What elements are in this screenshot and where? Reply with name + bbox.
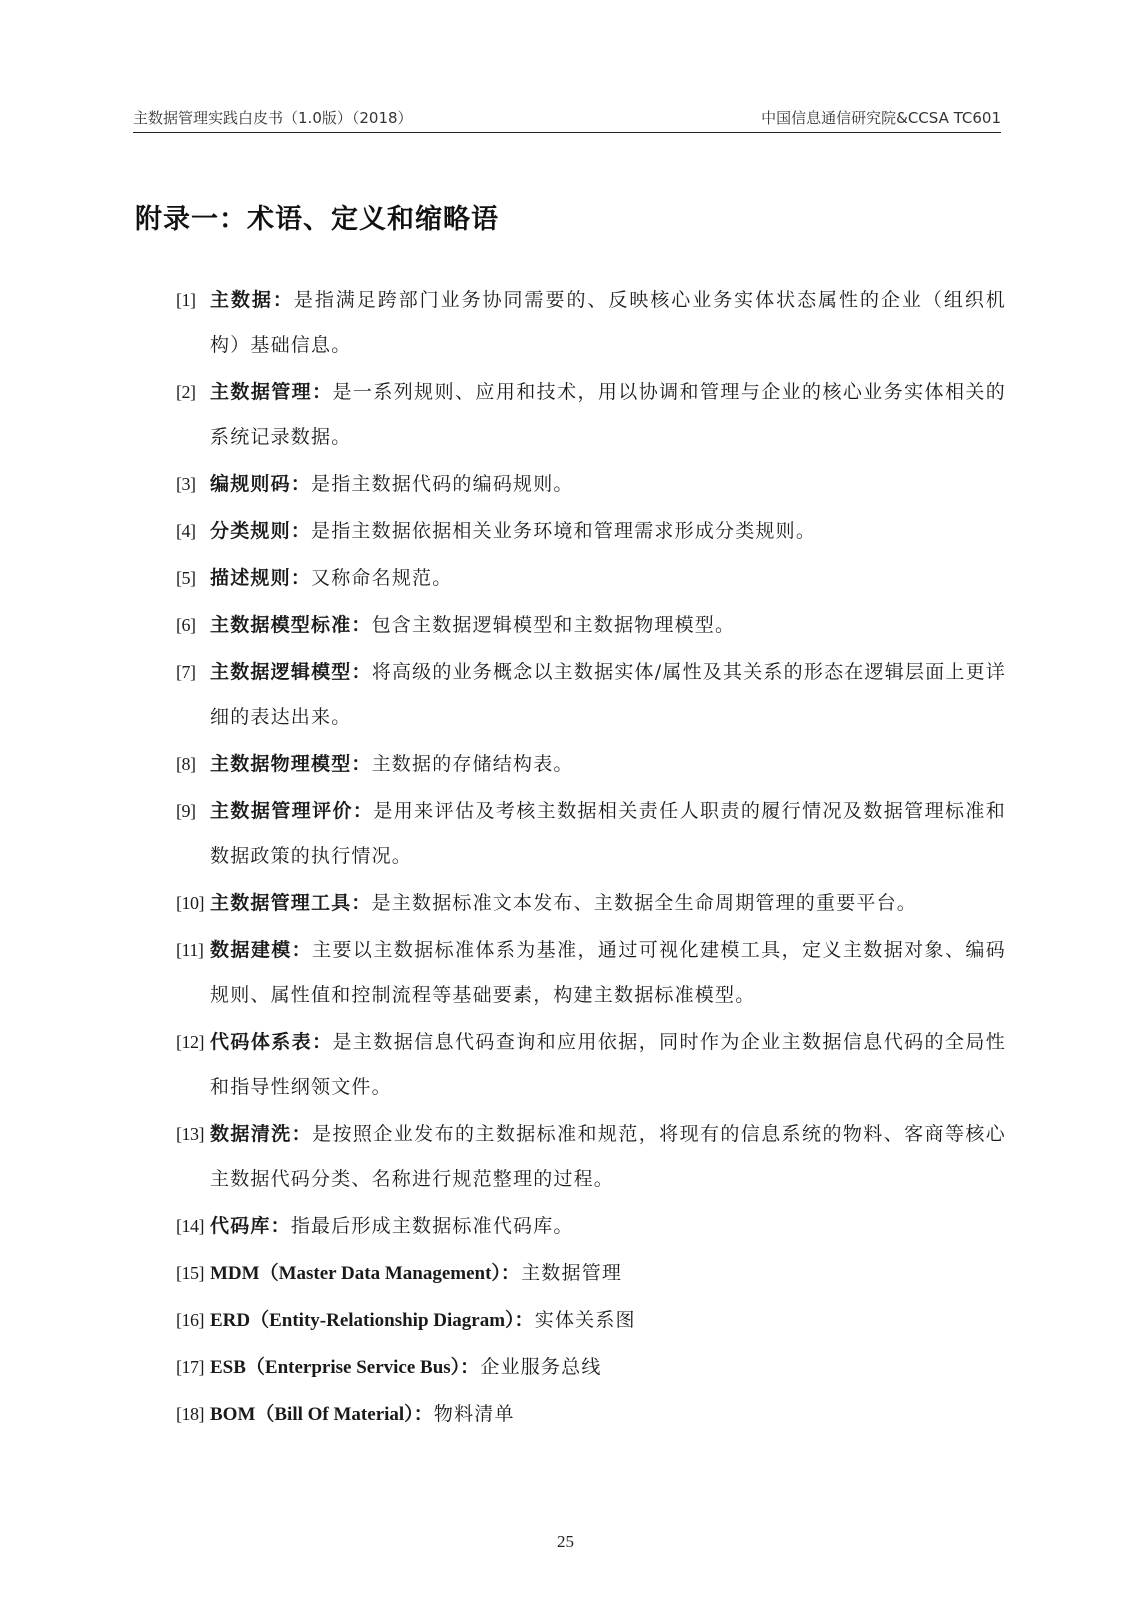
term-definition: 又称命名规范。 <box>311 567 453 589</box>
page-number: 25 <box>557 1532 574 1551</box>
term-name: 主数据物理模型 <box>210 753 352 775</box>
term-item <box>176 1298 1006 1343</box>
term-name: 主数据管理评价 <box>210 800 353 822</box>
term-name: 主数据模型标准 <box>210 614 352 636</box>
term-item <box>176 1204 1006 1249</box>
term-separator: ： <box>290 567 312 589</box>
term-name: 主数据管理工具 <box>210 892 352 914</box>
term-body <box>210 1392 1006 1437</box>
term-separator: ： <box>290 473 312 495</box>
term-item <box>176 1345 1006 1390</box>
term-body <box>210 881 1006 926</box>
term-definition: 是主数据标准文本发布、主数据全生命周期管理的重要平台。 <box>371 892 918 914</box>
term-number: [5] <box>176 568 196 588</box>
term-separator: ： <box>351 753 372 775</box>
term-item <box>176 1392 1006 1437</box>
term-number: [3] <box>176 474 196 494</box>
term-number: [8] <box>176 754 196 774</box>
term-item <box>176 650 1006 740</box>
term-number: [7] <box>176 662 196 682</box>
term-name: 分类规则 <box>210 520 291 542</box>
term-number: [9] <box>176 801 196 821</box>
term-separator: ： <box>351 661 372 683</box>
term-number: [6] <box>176 615 196 635</box>
term-body <box>210 928 1006 1018</box>
term-separator: ： <box>290 520 312 542</box>
term-number: [11] <box>176 940 204 960</box>
term-number: [17] <box>176 1357 204 1377</box>
term-name: ERD（Entity-Relationship Diagram） <box>210 1310 515 1331</box>
term-name: 描述规则 <box>210 567 291 589</box>
term-name: MDM（Master Data Management） <box>210 1263 501 1284</box>
term-number: [4] <box>176 521 196 541</box>
term-body <box>210 462 1006 507</box>
term-definition: 是主数据信息代码查询和应用依据，同时作为企业主数据信息代码的全局性和指导性纲领文件。 <box>210 1031 1006 1098</box>
term-item <box>176 789 1006 879</box>
term-number: [10] <box>176 893 204 913</box>
term-separator: ： <box>413 1403 434 1425</box>
term-name: BOM（Bill Of Material） <box>210 1404 414 1425</box>
term-item <box>176 278 1006 368</box>
term-item <box>176 1251 1006 1296</box>
term-item <box>176 462 1006 507</box>
term-separator: ： <box>272 289 294 311</box>
term-item <box>176 509 1006 554</box>
term-body <box>210 650 1006 740</box>
term-number: [1] <box>176 290 196 310</box>
term-body <box>210 603 1006 648</box>
term-definition: 是按照企业发布的主数据标准和规范，将现有的信息系统的物料、客商等核心主数据代码分类、名称进行规范整理的过程。 <box>210 1123 1006 1190</box>
term-definition: 物料清单 <box>433 1403 515 1425</box>
term-body <box>210 1112 1006 1202</box>
term-definition: 主数据管理 <box>521 1262 623 1284</box>
term-definition: 是指满足跨部门业务协同需要的、反映核心业务实体状态属性的企业（组织机构）基础信息。 <box>210 289 1006 356</box>
term-item <box>176 928 1006 1018</box>
term-separator: ： <box>351 892 372 914</box>
term-name: ESB（Enterprise Service Bus） <box>210 1357 461 1378</box>
term-name: 代码库 <box>210 1215 271 1237</box>
term-body <box>210 1251 1006 1296</box>
term-separator: ： <box>500 1262 522 1284</box>
term-name: 数据建模 <box>210 939 292 961</box>
term-definition: 实体关系图 <box>534 1309 636 1331</box>
term-definition: 将高级的业务概念以主数据实体/属性及其关系的形态在逻辑层面上更详细的表达出来。 <box>210 661 1006 728</box>
term-body <box>210 789 1006 879</box>
term-definition: 是一系列规则、应用和技术，用以协调和管理与企业的核心业务实体相关的系统记录数据。 <box>210 381 1006 448</box>
page-header <box>133 104 1001 133</box>
term-number: [18] <box>176 1404 204 1424</box>
term-separator: ： <box>351 614 372 636</box>
term-separator: ： <box>291 1123 313 1145</box>
term-item <box>176 1020 1006 1110</box>
term-body <box>210 509 1006 554</box>
term-definition: 主要以主数据标准体系为基准，通过可视化建模工具，定义主数据对象、编码规则、属性值和控制流程等基础要素，构建主数据标准模型。 <box>210 939 1006 1006</box>
term-separator: ： <box>291 939 313 961</box>
term-list <box>176 278 1006 1439</box>
term-number: [13] <box>176 1124 204 1144</box>
appendix-title: 附录一：术语、定义和缩略语 <box>135 204 499 235</box>
term-body <box>210 278 1006 368</box>
term-body <box>210 1345 1006 1390</box>
term-definition: 指最后形成主数据标准代码库。 <box>290 1215 574 1237</box>
term-body <box>210 1020 1006 1110</box>
term-separator: ： <box>312 381 333 403</box>
term-number: [15] <box>176 1263 204 1283</box>
term-item <box>176 556 1006 601</box>
term-item <box>176 1112 1006 1202</box>
term-number: [14] <box>176 1216 204 1236</box>
term-body <box>210 370 1006 460</box>
term-separator: ： <box>460 1356 481 1378</box>
term-number: [2] <box>176 382 196 402</box>
term-name: 主数据 <box>210 289 273 311</box>
term-item <box>176 742 1006 787</box>
term-name: 代码体系表 <box>210 1031 313 1053</box>
term-definition: 主数据的存储结构表。 <box>371 753 574 775</box>
term-separator: ： <box>312 1031 333 1053</box>
term-number: [12] <box>176 1032 204 1052</box>
term-definition: 是指主数据依据相关业务环境和管理需求形成分类规则。 <box>311 520 817 542</box>
header-document-title: 主数据管理实践白皮书（1.0版）（2018） <box>133 109 413 127</box>
term-body <box>210 1204 1006 1249</box>
term-name: 主数据逻辑模型 <box>210 661 352 683</box>
header-organization: 中国信息通信研究院&CCSA TC601 <box>761 109 1001 127</box>
term-separator: ： <box>514 1309 535 1331</box>
term-name: 主数据管理 <box>210 381 313 403</box>
term-definition: 是用来评估及考核主数据相关责任人职责的履行情况及数据管理标准和数据政策的执行情况。 <box>210 800 1007 867</box>
term-definition: 是指主数据代码的编码规则。 <box>311 473 574 495</box>
term-body <box>210 742 1006 787</box>
term-body <box>210 1298 1006 1343</box>
term-name: 编规则码 <box>210 473 291 495</box>
term-separator: ： <box>270 1215 291 1237</box>
term-number: [16] <box>176 1310 204 1330</box>
term-item <box>176 603 1006 648</box>
term-definition: 企业服务总线 <box>480 1356 602 1378</box>
term-body <box>210 556 1006 601</box>
term-name: 数据清洗 <box>210 1123 292 1145</box>
term-definition: 包含主数据逻辑模型和主数据物理模型。 <box>371 614 736 636</box>
term-item <box>176 370 1006 460</box>
term-separator: ： <box>352 800 374 822</box>
term-item <box>176 881 1006 926</box>
